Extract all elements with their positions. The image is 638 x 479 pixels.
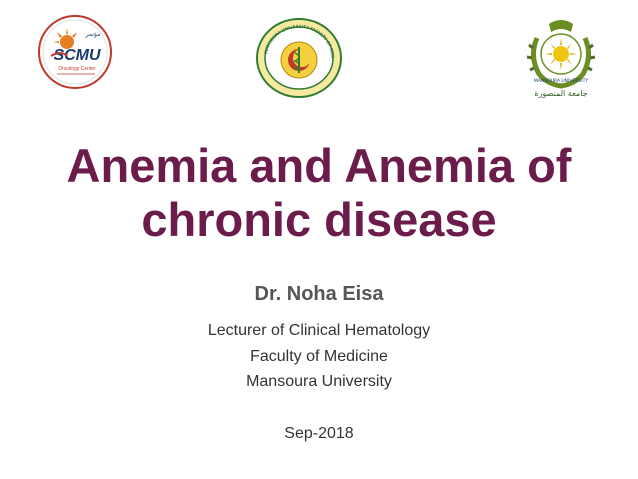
author-position: Lecturer of Clinical Hematology (207, 322, 431, 339)
scmu-small-text: Oncology Center (58, 66, 96, 72)
scmu-logo (37, 14, 113, 90)
university-arabic-text: جامعة المنصورة (534, 89, 588, 98)
presentation-date: Sep-2018 (284, 425, 354, 442)
slide-title (0, 139, 638, 247)
author-faculty: Faculty of Medicine (250, 347, 388, 365)
university-emblem-graphic (523, 14, 599, 102)
scmu-arabic-text: مؤتمر (85, 31, 101, 38)
author-university: Mansoura University (246, 373, 392, 390)
author-details (0, 318, 638, 395)
slide-title-line2: chronic disease (141, 193, 497, 246)
faculty-seal-graphic (255, 17, 343, 99)
university-ring-text: MANSOURA UNIVERSITY (533, 79, 589, 84)
scmu-main-text: SCMU (53, 47, 101, 64)
faculty-seal-ring-text: MANSOURA UNIVERSITY FACULTY OF MED (264, 24, 335, 59)
mansoura-university-emblem (523, 14, 599, 102)
faculty-of-medicine-seal (255, 17, 343, 99)
scmu-logo-graphic (37, 14, 113, 90)
slide-title-line1: Anemia and Anemia of (66, 139, 572, 192)
author-name: Dr. Noha Eisa (254, 283, 384, 305)
